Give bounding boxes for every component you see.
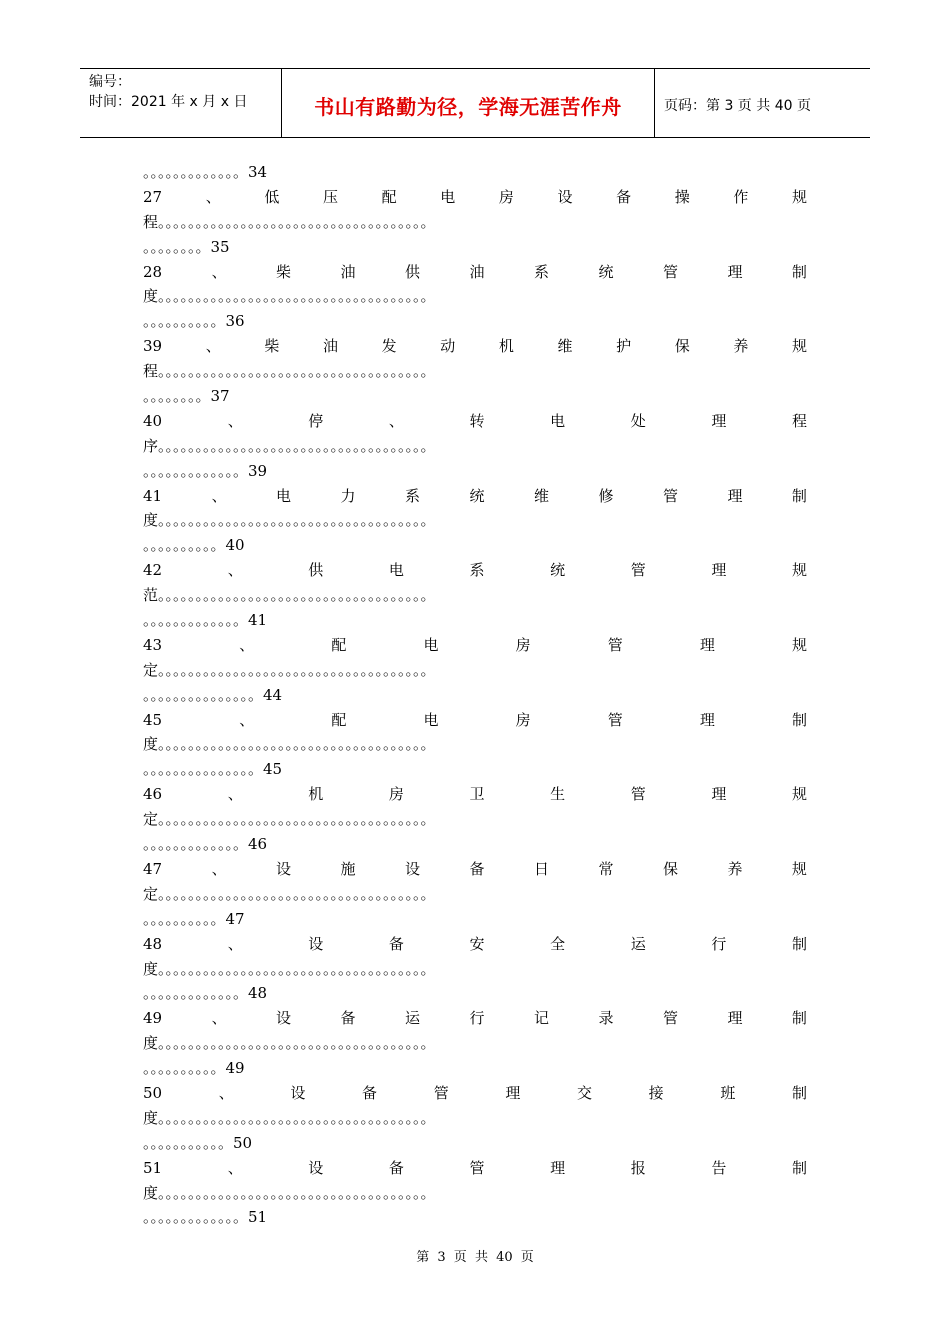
- toc-entry-leader-line: 度。。。。。。。。。。。。。。。。。。。。。。。。。。。。。。。。。。。。: [143, 1034, 436, 1053]
- toc-entry-char: 统: [469, 486, 485, 505]
- toc-entry-char: 房: [498, 187, 514, 206]
- toc-entry-char: 理: [550, 1158, 566, 1177]
- toc-entry-char: 油: [469, 262, 485, 281]
- toc-entry-char: 规: [791, 337, 807, 356]
- footer-part: 页: [520, 1250, 534, 1265]
- toc-entry-char: 制: [791, 486, 807, 505]
- toc-entry-page-line: 。。。。。。。。。。。。。46: [143, 835, 268, 854]
- toc-entry-char: 设: [557, 187, 573, 206]
- toc-entry-page-line: 。。。。。。。。。。47: [143, 909, 245, 928]
- toc-entry: [143, 484, 807, 559]
- footer-part: 共: [474, 1250, 488, 1265]
- toc-entry-char: 作: [733, 187, 749, 206]
- toc-entry-char: 房: [388, 785, 404, 804]
- toc-entry-char: 管: [662, 486, 678, 505]
- toc-entry-char: 备: [362, 1083, 378, 1102]
- toc-entry-number: 43: [143, 635, 163, 654]
- toc-entry-title-line: [143, 558, 807, 583]
- toc-entry-char: 接: [648, 1083, 664, 1102]
- toc-entry-char: 制: [791, 934, 807, 953]
- toc-entry-char: 备: [388, 1158, 404, 1177]
- toc-entry-char: 管: [607, 635, 623, 654]
- toc-entry: [143, 1006, 807, 1081]
- toc-entry-char: 报: [630, 1158, 646, 1177]
- toc-entry-char: 供: [405, 262, 421, 281]
- toc-entry: [143, 409, 807, 484]
- toc-entry-char: 管: [662, 1009, 678, 1028]
- toc-entry-char: 、: [239, 635, 255, 654]
- footer-total-pages: 40: [496, 1250, 513, 1265]
- toc-entry-char: 规: [791, 635, 807, 654]
- toc-entry-leader-line: 定。。。。。。。。。。。。。。。。。。。。。。。。。。。。。。。。。。。。: [143, 884, 436, 903]
- toc-entry-title-line: [143, 260, 807, 285]
- toc-entry-char: 力: [340, 486, 356, 505]
- toc-entry-leader-line: 度。。。。。。。。。。。。。。。。。。。。。。。。。。。。。。。。。。。。: [143, 1108, 436, 1127]
- toc-entry-char: 低: [264, 187, 280, 206]
- toc-entry-char: 备: [469, 859, 485, 878]
- toc-entry-page-line: 。。。。。。。。。。。。。39: [143, 461, 268, 480]
- toc-entry: [143, 932, 807, 1007]
- toc-entry-char: 油: [340, 262, 356, 281]
- toc-entry: [143, 1081, 807, 1156]
- toc-entry-char: 设: [308, 934, 324, 953]
- toc-entry-char: 全: [550, 934, 566, 953]
- toc-entry-char: 机: [308, 785, 324, 804]
- toc-entry-char: 管: [630, 785, 646, 804]
- toc-entry-char: 机: [498, 337, 514, 356]
- toc-entry-char: 班: [720, 1083, 736, 1102]
- toc-entry-number: 50: [143, 1083, 163, 1102]
- toc-entry-char: 理: [505, 1083, 521, 1102]
- toc-entry-char: 维: [533, 486, 549, 505]
- header-meta: [80, 69, 282, 137]
- toc-entry-char: 行: [469, 1009, 485, 1028]
- toc-entry-char: 房: [515, 635, 531, 654]
- toc-entry-char: 制: [791, 1158, 807, 1177]
- toc-entry-leader-line: 定。。。。。。。。。。。。。。。。。。。。。。。。。。。。。。。。。。。。: [143, 810, 436, 829]
- toc-entry-char: 、: [227, 411, 243, 430]
- toc-entry-char: 设: [276, 1009, 292, 1028]
- toc-entry: [143, 1156, 807, 1231]
- toc-entry-char: 录: [598, 1009, 614, 1028]
- toc-entry: [143, 558, 807, 633]
- toc-entry-title-line: [143, 484, 807, 509]
- toc-entry-char: 养: [727, 859, 743, 878]
- toc-entry-char: 告: [711, 1158, 727, 1177]
- toc-entry-leader-line: 序。。。。。。。。。。。。。。。。。。。。。。。。。。。。。。。。。。。。: [143, 436, 436, 455]
- toc-entry: [143, 708, 807, 783]
- toc-entry-char: 、: [239, 710, 255, 729]
- toc-entry-char: 运: [405, 1009, 421, 1028]
- toc-entry-char: 交: [577, 1083, 593, 1102]
- toc-entry-char: 养: [733, 337, 749, 356]
- toc-entry-page-line: 。。。。。。。。。。。。。。。45: [143, 760, 283, 779]
- page-footer: [0, 1246, 950, 1265]
- toc-entry-leader-line: 定。。。。。。。。。。。。。。。。。。。。。。。。。。。。。。。。。。。。: [143, 660, 436, 679]
- toc-entry-title-line: [143, 1006, 807, 1031]
- toc-entry-leader-line: 度。。。。。。。。。。。。。。。。。。。。。。。。。。。。。。。。。。。。: [143, 1183, 436, 1202]
- toc-entry-title-line: [143, 1156, 807, 1181]
- toc-entry-char: 柴: [264, 337, 280, 356]
- footer-part: 第: [416, 1250, 430, 1265]
- toc-entry-char: 安: [469, 934, 485, 953]
- toc-entry-number: 51: [143, 1158, 163, 1177]
- toc-entry-char: 理: [699, 635, 715, 654]
- toc-entry-title-line: [143, 932, 807, 957]
- toc-entry-char: 护: [616, 337, 632, 356]
- toc-entry-char: 电: [388, 561, 404, 580]
- toc-entry-char: 保: [662, 859, 678, 878]
- toc-entry-number: 40: [143, 411, 163, 430]
- code-label: 编号：: [89, 74, 131, 90]
- toc-entry-char: 柴: [276, 262, 292, 281]
- toc-entry-char: 电: [276, 486, 292, 505]
- toc-entry-leader-line: 度。。。。。。。。。。。。。。。。。。。。。。。。。。。。。。。。。。。。: [143, 287, 436, 306]
- toc-entry-number: 48: [143, 934, 163, 953]
- toc-entry-char: 记: [533, 1009, 549, 1028]
- toc-entry-char: 系: [405, 486, 421, 505]
- toc-entry-char: 、: [227, 561, 243, 580]
- toc-entry-char: 运: [630, 934, 646, 953]
- toc-entry-title-line: [143, 334, 807, 359]
- toc-entry-char: 、: [227, 1158, 243, 1177]
- toc-entry-char: 管: [607, 710, 623, 729]
- toc-entry-title-line: [143, 409, 807, 434]
- toc-entry-char: 系: [533, 262, 549, 281]
- toc-entry-char: 理: [727, 486, 743, 505]
- toc-entry-char: 理: [711, 561, 727, 580]
- toc-entry-char: 生: [550, 785, 566, 804]
- toc-entry-char: 制: [791, 710, 807, 729]
- time-label: 时间：2021 年 x 月 x 日: [89, 94, 248, 110]
- toc-entry-char: 、: [211, 1009, 227, 1028]
- toc-entry-char: 施: [340, 859, 356, 878]
- toc-entry-char: 日: [533, 859, 549, 878]
- page-info-text: 页码：第 3 页 共 40 页: [664, 98, 811, 114]
- toc-entry-leader-line: 度。。。。。。。。。。。。。。。。。。。。。。。。。。。。。。。。。。。。: [143, 735, 436, 754]
- toc-entry-char: 供: [308, 561, 324, 580]
- toc-entry-char: 规: [791, 859, 807, 878]
- toc-entry-title-line: [143, 708, 807, 733]
- toc-entry-char: 制: [791, 262, 807, 281]
- toc-entry-title-line: [143, 185, 807, 210]
- toc-entry-leader-line: 程。。。。。。。。。。。。。。。。。。。。。。。。。。。。。。。。。。。。: [143, 362, 436, 381]
- toc-entry-char: 统: [550, 561, 566, 580]
- toc-entry-char: 理: [727, 262, 743, 281]
- toc-entry-char: 理: [711, 411, 727, 430]
- toc-entry-char: 理: [711, 785, 727, 804]
- toc-entry-char: 设: [308, 1158, 324, 1177]
- toc-entry-number: 27: [143, 187, 163, 206]
- toc-entry-number: 46: [143, 785, 163, 804]
- toc-entry-char: 程: [791, 411, 807, 430]
- toc-entry-char: 管: [433, 1083, 449, 1102]
- toc-entry: [143, 334, 807, 409]
- toc-entry-char: 制: [791, 1009, 807, 1028]
- toc-entry-char: 管: [469, 1158, 485, 1177]
- toc-entry-char: 、: [227, 934, 243, 953]
- toc-entry-char: 设: [276, 859, 292, 878]
- toc-entry-char: 电: [440, 187, 456, 206]
- toc-entry-char: 统: [598, 262, 614, 281]
- toc-entry: [143, 260, 807, 335]
- toc-entry: [143, 185, 807, 260]
- toc-entry-page-line: 。。。。。。。。37: [143, 387, 230, 406]
- toc-entry-page-line: 。。。。。。。。35: [143, 237, 230, 256]
- toc-entry-number: 41: [143, 486, 163, 505]
- toc-entry-page-line: 。。。。。。。。。。。50: [143, 1133, 253, 1152]
- toc-entry-char: 电: [423, 635, 439, 654]
- toc-entry-char: 设: [290, 1083, 306, 1102]
- toc-entry-char: 电: [423, 710, 439, 729]
- toc-entry-page-line: 。。。。。。。。。。36: [143, 312, 245, 331]
- toc-entry-char: 规: [791, 187, 807, 206]
- toc-entry-title-line: [143, 1081, 807, 1106]
- toc-entry-char: 修: [598, 486, 614, 505]
- footer-page-number: 3: [437, 1250, 446, 1265]
- toc-entry-char: 、: [211, 859, 227, 878]
- toc-entry-char: 备: [340, 1009, 356, 1028]
- motto-text: 书山有路勤为径，学海无涯苦作舟: [314, 94, 622, 119]
- page-header: [80, 68, 870, 138]
- toc-entry-char: 卫: [469, 785, 485, 804]
- toc-entry-page-line: 。。。。。。。。。。40: [143, 536, 245, 555]
- toc-entry-char: 发: [381, 337, 397, 356]
- toc-entry-char: 处: [630, 411, 646, 430]
- toc-entry-char: 、: [211, 486, 227, 505]
- toc-entry-number: 28: [143, 262, 163, 281]
- toc-entry-char: 动: [440, 337, 456, 356]
- toc-entry-char: 、: [218, 1083, 234, 1102]
- toc-entry-char: 转: [469, 411, 485, 430]
- toc-entry: [143, 857, 807, 932]
- toc-entry-char: 操: [674, 187, 690, 206]
- toc-entry: [143, 633, 807, 708]
- toc-entry-leader-line: 程。。。。。。。。。。。。。。。。。。。。。。。。。。。。。。。。。。。。: [143, 212, 436, 231]
- header-motto-cell: [282, 69, 655, 137]
- toc-entry-char: 备: [616, 187, 632, 206]
- toc-entry-leader-line: 度。。。。。。。。。。。。。。。。。。。。。。。。。。。。。。。。。。。。: [143, 959, 436, 978]
- toc-entry-char: 配: [331, 635, 347, 654]
- toc-entry-page-line: 。。。。。。。。。。。。。51: [143, 1208, 268, 1227]
- toc-entry-char: 压: [322, 187, 338, 206]
- toc-entry-leader-line: 度。。。。。。。。。。。。。。。。。。。。。。。。。。。。。。。。。。。。: [143, 511, 436, 530]
- toc-entry-char: 规: [791, 785, 807, 804]
- toc-entry-char: 配: [381, 187, 397, 206]
- toc-entry-char: 停: [308, 411, 324, 430]
- toc-entry-char: 配: [331, 710, 347, 729]
- toc-entry-title-line: [143, 857, 807, 882]
- toc-entry-char: 、: [205, 187, 221, 206]
- toc-entry-char: 管: [662, 262, 678, 281]
- toc-entry-char: 理: [699, 710, 715, 729]
- toc-entry-char: 行: [711, 934, 727, 953]
- toc-continuation-line: 。。。。。。。。。。。。。34: [143, 163, 268, 181]
- toc-entry-char: 备: [388, 934, 404, 953]
- toc-entry-char: 规: [791, 561, 807, 580]
- toc-entry-char: 理: [727, 1009, 743, 1028]
- toc-entry-char: 保: [674, 337, 690, 356]
- toc-entry-char: 、: [205, 337, 221, 356]
- toc-entry-char: 常: [598, 859, 614, 878]
- toc-entry-char: 、: [227, 785, 243, 804]
- toc-entry-page-line: 。。。。。。。。。。。。。41: [143, 611, 268, 630]
- toc-entry-number: 39: [143, 337, 163, 356]
- toc-entry-number: 49: [143, 1009, 163, 1028]
- header-page-info: [655, 69, 870, 137]
- toc-entry-page-line: 。。。。。。。。。。49: [143, 1059, 245, 1078]
- toc-entry-char: 、: [388, 411, 404, 430]
- toc-entry-char: 油: [322, 337, 338, 356]
- toc-entry-leader-line: 范。。。。。。。。。。。。。。。。。。。。。。。。。。。。。。。。。。。。: [143, 586, 436, 605]
- toc-entry-char: 系: [469, 561, 485, 580]
- table-of-contents: [143, 160, 807, 1230]
- footer-part: 页: [453, 1250, 467, 1265]
- toc-entry-char: 、: [211, 262, 227, 281]
- toc-entry-page-line: 。。。。。。。。。。。。。48: [143, 984, 268, 1003]
- toc-entry-title-line: [143, 633, 807, 658]
- toc-entry-char: 房: [515, 710, 531, 729]
- toc-entry-number: 42: [143, 561, 163, 580]
- toc-entry: [143, 782, 807, 857]
- toc-entry-page-line: 。。。。。。。。。。。。。。。44: [143, 685, 283, 704]
- toc-entry-title-line: [143, 782, 807, 807]
- toc-entry-char: 电: [550, 411, 566, 430]
- toc-entry-char: 维: [557, 337, 573, 356]
- toc-entry-char: 管: [630, 561, 646, 580]
- toc-entry-char: 制: [791, 1083, 807, 1102]
- toc-entry-number: 47: [143, 859, 163, 878]
- toc-entry-number: 45: [143, 710, 163, 729]
- toc-entry-char: 设: [405, 859, 421, 878]
